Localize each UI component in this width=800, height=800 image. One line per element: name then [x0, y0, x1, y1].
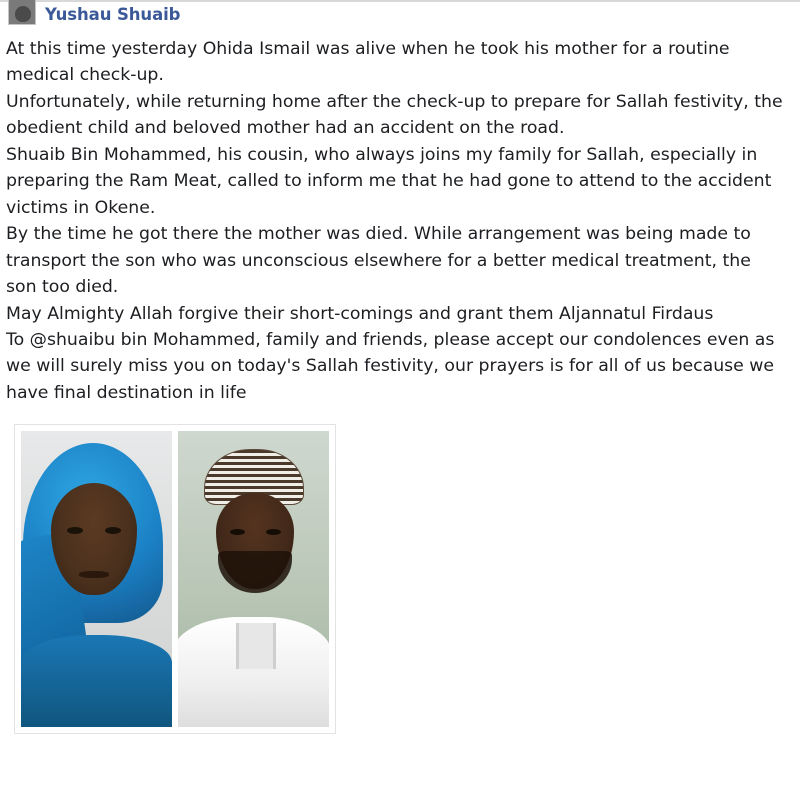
garment-shape [21, 635, 172, 727]
mouth-shape [79, 571, 109, 578]
post-photo-grid[interactable] [14, 424, 336, 734]
beard-shape [218, 551, 292, 593]
post-paragraph: Shuaib Bin Mohammed, his cousin, who always joins my family for Sallah, especially in preparing the Ram Meat, called to inform me that he had gone to attend to the accident victims in Okene. [6, 144, 772, 218]
photo-elderly-woman[interactable] [21, 431, 172, 727]
post-paragraph: Unfortunately, while returning home after the check-up to prepare for Sallah festivity, the obedient child and beloved mother had an accident on the road. [6, 91, 783, 139]
post-author-name[interactable]: Yushau Shuaib [45, 4, 181, 24]
post-text [0, 30, 800, 406]
collar-shape [236, 623, 276, 669]
post-paragraph: May Almighty Allah forgive their short-comings and grant them Aljannatul Firdaus [6, 303, 714, 324]
photo-young-man[interactable] [178, 431, 329, 727]
post-paragraph: By the time he got there the mother was died. While arrangement was being made to transport the son who was unconscious elsewhere for a better medical treatment, the son too died. [6, 224, 751, 298]
post-header [0, 0, 800, 30]
post-paragraph: To @shuaibu bin Mohammed, family and friends, please accept our condolences even as we will surely miss you on today's Sallah festivity, our prayers is for all of us because we have final destination in life [6, 329, 775, 403]
avatar[interactable] [8, 0, 36, 25]
screenshot-top-edge [0, 0, 800, 2]
post-paragraph: At this time yesterday Ohida Ismail was alive when he took his mother for a routine medical check-up. [6, 39, 730, 86]
